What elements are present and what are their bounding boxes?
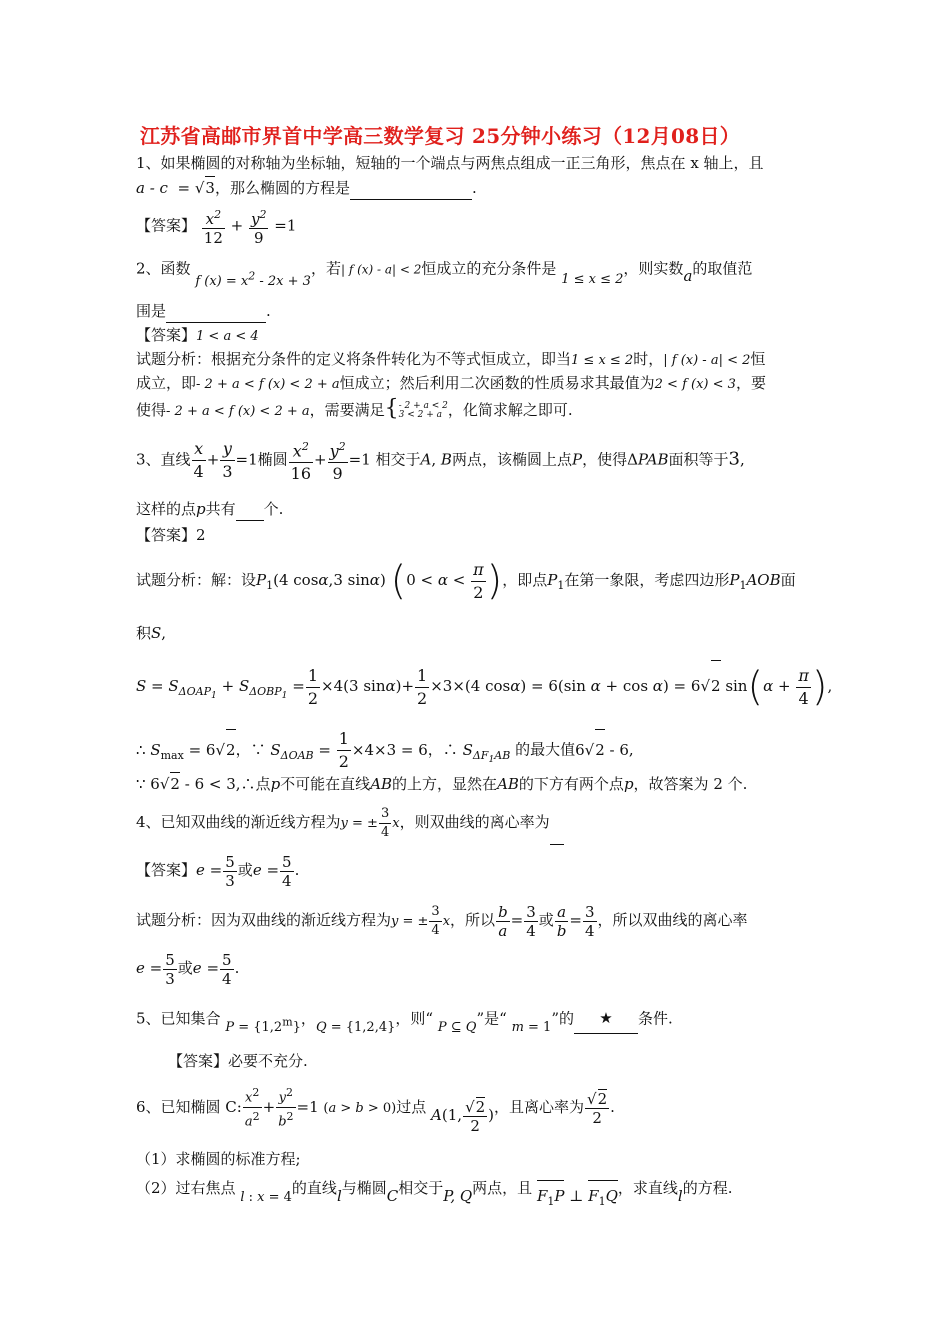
- q2-analysis1b: 时，: [633, 350, 664, 368]
- q2-abs-condition: | f (x) - a| < 2: [340, 262, 422, 277]
- q6-sub2: [136, 1172, 732, 1209]
- q3-p1-coords: $P_1(4$ cosα,3 sinα): [256, 571, 386, 592]
- q2-mid3: ，则实数: [623, 259, 684, 278]
- q6-sub2a: （2）过右焦点: [136, 1179, 236, 1197]
- q2-analysis-line2: [136, 372, 766, 396]
- q6-sub2e: 两点，且: [472, 1179, 533, 1197]
- q5-set-p: $P = \{1,2^m\}$: [225, 1016, 301, 1036]
- q4-asymptote: y = ± $\frac{3}{4}$ x: [340, 806, 400, 840]
- q3-last-a: 点: [255, 775, 271, 793]
- q2-analysis-line1: [136, 348, 765, 372]
- q1-line1: 1、如果椭圆的对称轴为坐标轴，短轴的一个端点与两焦点组成一正三角形，焦点在 x 轴上，且: [136, 154, 764, 172]
- q5-line1: 5、已知集合 $P = \{1,2^m\}$，Q = {1,2,4}，则“ P ⊆ Q”是“ m = 1”的 ★ 条件.: [136, 1000, 673, 1035]
- star-icon: ★: [599, 1009, 613, 1028]
- q2-analysis-ineq1: - 2 + a < f (x) < 2 + a: [196, 377, 340, 392]
- q2-mid1: ，若: [310, 259, 341, 278]
- q1-blank: [350, 177, 472, 200]
- q3-compare: ∵ 6√2 - 6 < 3: [136, 775, 236, 793]
- q5-tail: 条件.: [638, 1009, 673, 1028]
- q3-analysis-line1: [136, 556, 796, 610]
- q4-answer-value1: e = $\frac{5}{3}$: [196, 852, 235, 890]
- q3-var-p3: p: [623, 775, 634, 793]
- q4-ecc1: e = $\frac{5}{3}$: [136, 950, 175, 988]
- q4-or-3: 或: [177, 959, 193, 977]
- q3-line-ab: AB: [370, 775, 393, 793]
- q6-ellipse-c: C: [386, 1187, 399, 1205]
- q2-mid2: 恒成立的充分条件是: [421, 259, 557, 278]
- q6-perpendicular: $F_1P$ ⊥ $F_1Q$: [537, 1187, 618, 1205]
- q3-last-d: 的下方有两个点: [518, 775, 624, 793]
- q1-answer-label: 【答案】: [136, 216, 197, 235]
- q3-analysis1a: 试题分析：解：设: [136, 571, 257, 589]
- q3-line2a: 这样的点: [136, 500, 197, 518]
- q2-var-a: a: [683, 267, 693, 286]
- q5-subset: P ⊆ Q: [437, 1020, 477, 1036]
- q4-answer-value2: e = $\frac{5}{4}$: [252, 852, 292, 890]
- q3-prefix: 3、直线: [136, 450, 191, 469]
- q3-last-c: 的上方，显然在: [392, 775, 498, 793]
- q3-blank: [236, 498, 264, 521]
- q4-ratio2: $\frac{a}{b}$ = $\frac{3}{4}$: [556, 902, 595, 940]
- q2-system: - 2 + a < 2 3 < 2 + a: [398, 401, 448, 420]
- q3-ellipse-frac2: $\frac{y^2}{9}$: [328, 436, 348, 485]
- q6-ellipse-frac2: $\frac{y^2}{b^2}$: [278, 1086, 294, 1130]
- q3-paren-right: ): [486, 558, 503, 604]
- q4-blank: [550, 800, 564, 845]
- q6-line-l2: l: [677, 1187, 683, 1205]
- q6-eccentricity: $\frac{√2}{2}$: [587, 1089, 608, 1127]
- q5-answer: 【答案】必要不充分.: [168, 1052, 308, 1070]
- q6-prefix: 6、已知椭圆 C:: [136, 1097, 242, 1116]
- q3-analysis1b: ，即点: [502, 571, 548, 589]
- q2-analysis-ineq2: - 2 + a < f (x) < 2 + a: [166, 404, 310, 419]
- q2-system-brace: {: [384, 396, 399, 421]
- q1-answer-frac1: $\frac{x^2}{12}$: [203, 208, 223, 247]
- q3-ellipse-frac1: $\frac{x^2}{16}$: [289, 436, 313, 485]
- q1-answer-frac2: $\frac{y^2}{9}$: [251, 208, 267, 247]
- q2-blank: [166, 300, 266, 323]
- q4-or-2: 或: [538, 911, 554, 929]
- q6-mid2: ，且离心率为: [494, 1097, 585, 1116]
- q3-point-b: B: [440, 450, 452, 469]
- q3-alpha-range: 0 < α < $\frac{\pi}{2}$: [406, 559, 484, 602]
- q3-analysis-line4: ∵ 6√2 - 6 < 3,∴点p不可能在直线AB的上方，显然在AB的下方有两个点p，故答案为 2 个.: [136, 772, 747, 795]
- q3-var-p: p: [196, 500, 206, 518]
- q5-mid1: ，则“: [395, 1009, 434, 1028]
- q6-sub2f: ，求直线: [617, 1179, 678, 1197]
- q3-paren-left: (: [390, 558, 407, 604]
- q4-analysis1c: ，所以双曲线的离心率: [597, 911, 748, 929]
- q2-analysis-line3: [136, 398, 573, 423]
- q3-point-p: P: [571, 450, 583, 469]
- q4-ratio1: $\frac{b}{a}$ = $\frac{3}{4}$: [498, 902, 536, 940]
- q4-prefix: 4、已知双曲线的渐近线方程为: [136, 813, 341, 831]
- q6-line-l: l: [336, 1187, 342, 1205]
- q2-interval: 1 ≤ x ≤ 2: [561, 272, 624, 288]
- q2-analysis1: 试题分析：根据充分条件的定义将条件转化为不等式恒成立，即当: [136, 350, 572, 368]
- q2-analysis-abs: | f (x) - a| < 2: [663, 353, 751, 368]
- q2-analysis2c: ，要: [735, 374, 766, 392]
- q4-ecc2: e = $\frac{5}{4}$: [192, 950, 232, 988]
- q1-line2-text: ，那么椭圆的方程是: [214, 179, 350, 197]
- q1-formula: a - c = √3: [136, 179, 215, 197]
- q3-line1: 3、直线 $\frac{x}{4}$ + $\frac{y}{3}$ =1椭圆 $\frac{x^2}{16}$ + $\frac{y^2}{9}$ =1 相交于A, B两点，该椭圆上点P，使得ΔPAB面积等于3,: [136, 436, 745, 485]
- q6-mid1: 过点: [396, 1097, 427, 1116]
- q6-ellipse-frac1: $\frac{x^2}{a^2}$: [244, 1086, 260, 1130]
- q3-smax: ∴ $S_{max} = 6√2$: [136, 741, 236, 759]
- q2-answer-value: 1 < a < 4: [196, 329, 259, 344]
- q4-analysis-line2: e = $\frac{5}{3}$ 或e = $\frac{5}{4}$ .: [136, 950, 240, 988]
- q3-area-formula: $S = S_{\Delta OAP_1} + S_{\Delta OBP_1}$ = $\frac{1}{2}$ ×4(3 sinα)+ $\frac{1}{2}$ ×3×(4 cosα) = 6(sin α + cos α) = 6√2 sin(α + $\frac{\pi}{4}$ ),: [136, 660, 832, 721]
- q3-last-b: 不可能在直线: [280, 775, 371, 793]
- q3-quad: $P_1AOB$: [729, 571, 781, 592]
- q2-analysis1c: 恒: [750, 350, 766, 368]
- q3-var-p2: p: [270, 775, 281, 793]
- q6-line-l-eq: l : x = 4: [240, 1190, 292, 1205]
- q3-p1: $P_1$: [547, 571, 565, 592]
- q2-line2: 围是 .: [136, 300, 271, 323]
- q5-m-eq: m = 1: [511, 1020, 552, 1036]
- q2-answer-label: 【答案】: [136, 326, 197, 344]
- q2-analysis2b: 恒成立；然后利用二次函数的性质易求其最值为: [339, 374, 655, 392]
- q2-analysis3c: ，化简求解之即可.: [447, 401, 573, 419]
- q4-answer-label: 【答案】: [136, 861, 197, 879]
- q3-mid3: 两点，该椭圆上点: [451, 450, 572, 469]
- q2-answer: [136, 324, 259, 348]
- q2-analysis3b: ，需要满足: [309, 401, 385, 419]
- q4-tail: ，则双曲线的离心率为: [399, 813, 550, 831]
- q4-analysis1a: 试题分析：因为双曲线的渐近线方程为: [136, 911, 392, 929]
- q1-answer: 【答案】 $\frac{x^2}{12}$ + $\frac{y^2}{9}$ =1: [136, 208, 297, 247]
- q3-area-expression: $S = S_{\Delta OAP_1} + S_{\Delta OBP_1}$ = $\frac{1}{2}$ ×4(3 sinα)+ $\frac{1}{2}$ ×3×(4 cosα) = 6(sin α + cos α) = 6√2 sin(α + $\frac{\pi}{4}$ ): [136, 677, 827, 695]
- q4-line1: [136, 800, 564, 846]
- q3-area-value: 3: [728, 448, 740, 470]
- q6-sub2d: 相交于: [398, 1179, 444, 1197]
- q3-answer: 【答案】2: [136, 526, 206, 544]
- q3-analysis-line2: 积S,: [136, 624, 167, 642]
- q3-analysis1c: 在第一象限，考虑四边形: [564, 571, 730, 589]
- q3-line2c: 个.: [263, 500, 284, 518]
- q6-points-pq: P, Q: [443, 1187, 473, 1205]
- q3-mid4: ，使得: [582, 450, 628, 469]
- q2-analysis-interval: 1 ≤ x ≤ 2: [571, 353, 634, 368]
- q3-mid2: 相交于: [375, 450, 421, 469]
- q3-analysis2: 积: [136, 624, 152, 642]
- q3-analysis-line3: ∴ $S_{max} = 6√2$，∵ $S_{\Delta OAB}$ = $\frac{1}{2}$ ×4×3 = 6，∴ $S_{\Delta F_1AB}$ 的最大值6√2 - 6,: [136, 729, 634, 771]
- q2-analysis3a: 使得: [136, 401, 167, 419]
- q5-prefix: 5、已知集合: [136, 1009, 221, 1028]
- q3-line2: [136, 498, 283, 521]
- q3-line-frac2: $\frac{y}{3}$: [222, 439, 233, 482]
- q2-line2-text: 围是: [136, 302, 167, 320]
- q3-line-frac1: $\frac{x}{4}$: [193, 439, 204, 482]
- q3-point-a: A: [420, 450, 432, 469]
- q6-line1: 6、已知椭圆 C: $\frac{x^2}{a^2}$ + $\frac{y^2}{b^2}$ =1 (a > b > 0)过点 A(1, $\frac{√2}{2}$ )，且离心率为 $\frac{√2}{2}$ .: [136, 1086, 615, 1135]
- q3-max-value: 6√2 - 6: [575, 741, 629, 759]
- q5-mid2: ”是“: [476, 1009, 507, 1028]
- q4-analysis-asymptote: y = ± $\frac{3}{4}$ x: [391, 904, 451, 938]
- q6-sub1: （1）求椭圆的标准方程;: [136, 1150, 301, 1168]
- q3-var-s: S: [151, 624, 162, 642]
- q3-line2b: 共有: [205, 500, 236, 518]
- q5-blank: [574, 1003, 638, 1034]
- q3-line-ab2: AB: [497, 775, 519, 793]
- q2-analysis-range: 2 < f (x) < 3: [654, 377, 736, 392]
- q5-mid3: ”的: [551, 1009, 574, 1028]
- q3-mid5: 面积等于: [668, 450, 729, 469]
- q3-soab: $S_{\Delta OAB}$ = $\frac{1}{2}$ ×4×3 = 6: [270, 729, 428, 771]
- q2-line1: [136, 254, 753, 290]
- q3-analysis1d: 面: [780, 571, 796, 589]
- q2-tail: 的取值范: [692, 259, 753, 278]
- page-title: 江苏省高邮市界首中学高三数学复习 25分钟小练习（12月08日）: [140, 124, 741, 148]
- q6-sub2g: 的方程.: [682, 1179, 733, 1197]
- q4-answer: 【答案】e = $\frac{5}{3}$ 或e = $\frac{5}{4}$ .: [136, 852, 300, 890]
- q3-sf1ab: $S_{\Delta F_1AB}$: [462, 740, 511, 765]
- q3-last-e: ，故答案为 2 个.: [633, 775, 748, 793]
- q3-triangle: ΔPAB: [627, 450, 669, 469]
- q4-analysis1b: ，所以: [450, 911, 496, 929]
- q4-or-1: 或: [237, 861, 253, 879]
- q3-mid1: 椭圆: [257, 450, 288, 469]
- q2-function: f $(x) = x^2 - 2x + 3$: [195, 270, 311, 290]
- q4-analysis-line1: [136, 898, 748, 944]
- q5-set-q: Q = {1,2,4}: [315, 1020, 396, 1036]
- q6-sub2b: 的直线: [291, 1179, 337, 1197]
- q6-condition: (a > b > 0): [323, 1100, 397, 1116]
- q2-prefix: 2、函数: [136, 259, 191, 278]
- q1-line2: a - c = √3，那么椭圆的方程是 .: [136, 176, 477, 200]
- q3-max-text: 的最大值: [515, 740, 576, 759]
- q6-sub2c: 与椭圆: [341, 1179, 387, 1197]
- q6-point-a: A(1, $\frac{√2}{2}$ ): [431, 1097, 495, 1135]
- q2-analysis2a: 成立，即: [136, 374, 197, 392]
